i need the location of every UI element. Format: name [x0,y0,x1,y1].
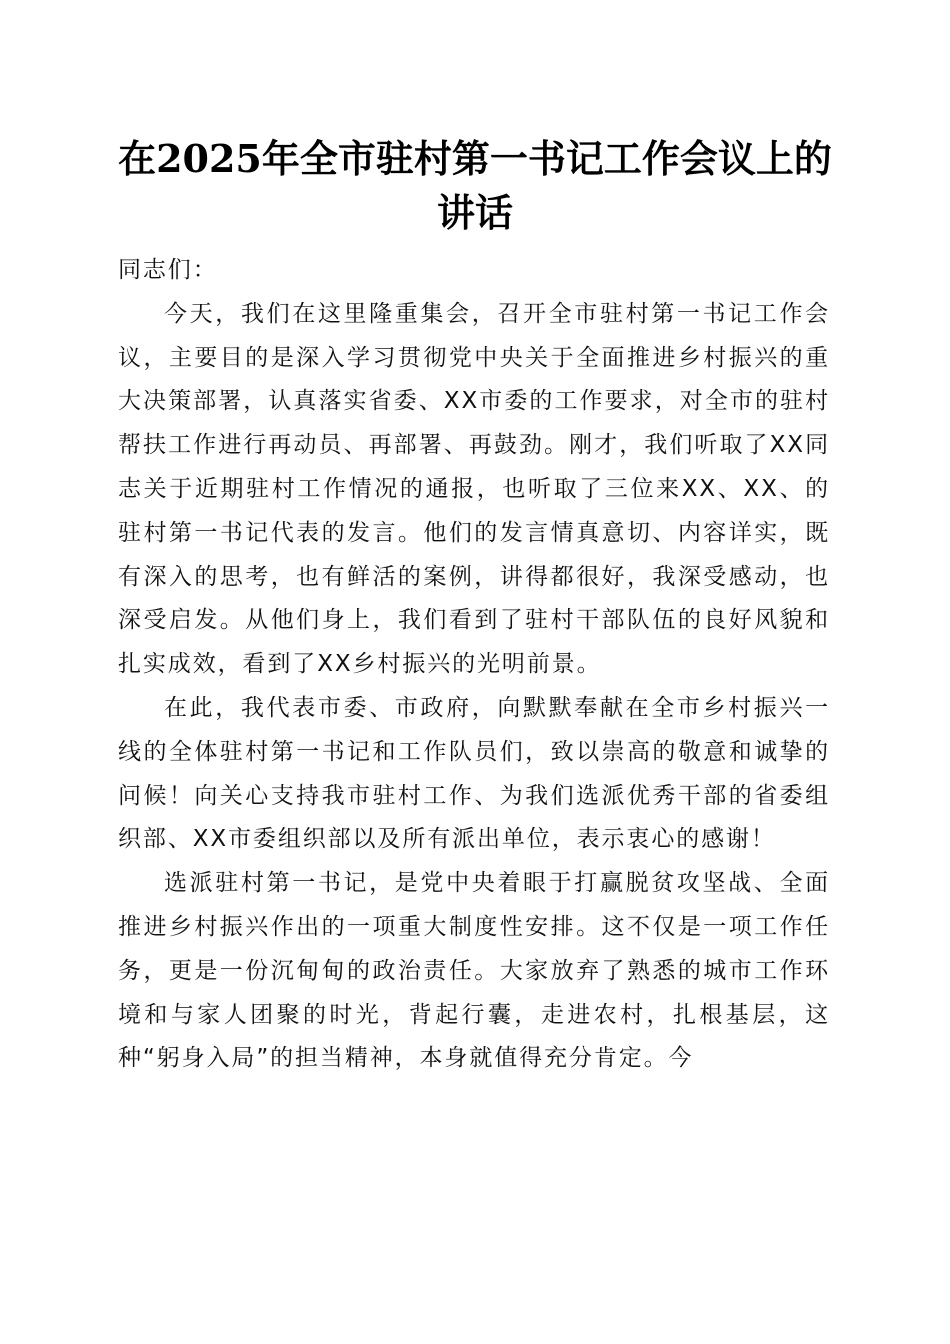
document-title: 在2025年全市驻村第一书记工作会议上的讲话 [118,136,832,235]
document-body [118,249,830,1081]
paragraph-1: 今天，我们在这里隆重集会，召开全市驻村第一书记工作会议，主要目的是深入学习贯彻党中央关于全面推进乡村振兴的重大决策部署，认真落实省委、XX市委的工作要求，对全市的驻村帮扶工作进行再动员、再部署、再鼓劲。刚才，我们听取了XX同志关于近期驻村工作情况的通报，也听取了三位来XX、XX、的驻村第一书记代表的发言。他们的发言情真意切、内容详实，既有深入的思考，也有鲜活的案例，讲得都很好，我深受感动，也深受启发。从他们身上，我们看到了驻村干部队伍的良好风貌和扎实成效，看到了XX乡村振兴的光明前景。 [118,300,830,678]
paragraph-2: 在此，我代表市委、市政府，向默默奉献在全市乡村振兴一线的全体驻村第一书记和工作队员们，致以崇高的敬意和诚挚的问候！向关心支持我市驻村工作、为我们选派优秀干部的省委组织部、XX市委组织部以及所有派出单位，表示衷心的感谢！ [118,694,830,853]
paragraph-3: 选派驻村第一书记，是党中央着眼于打赢脱贫攻坚战、全面推进乡村振兴作出的一项重大制度性安排。这不仅是一项工作任务，更是一份沉甸甸的政治责任。大家放弃了熟悉的城市工作环境和与家人团聚的时光，背起行囊，走进农村，扎根基层，这种“躬身入局”的担当精神，本身就值得充分肯定。今 [118,870,830,1072]
salutation: 同志们： [118,257,218,283]
